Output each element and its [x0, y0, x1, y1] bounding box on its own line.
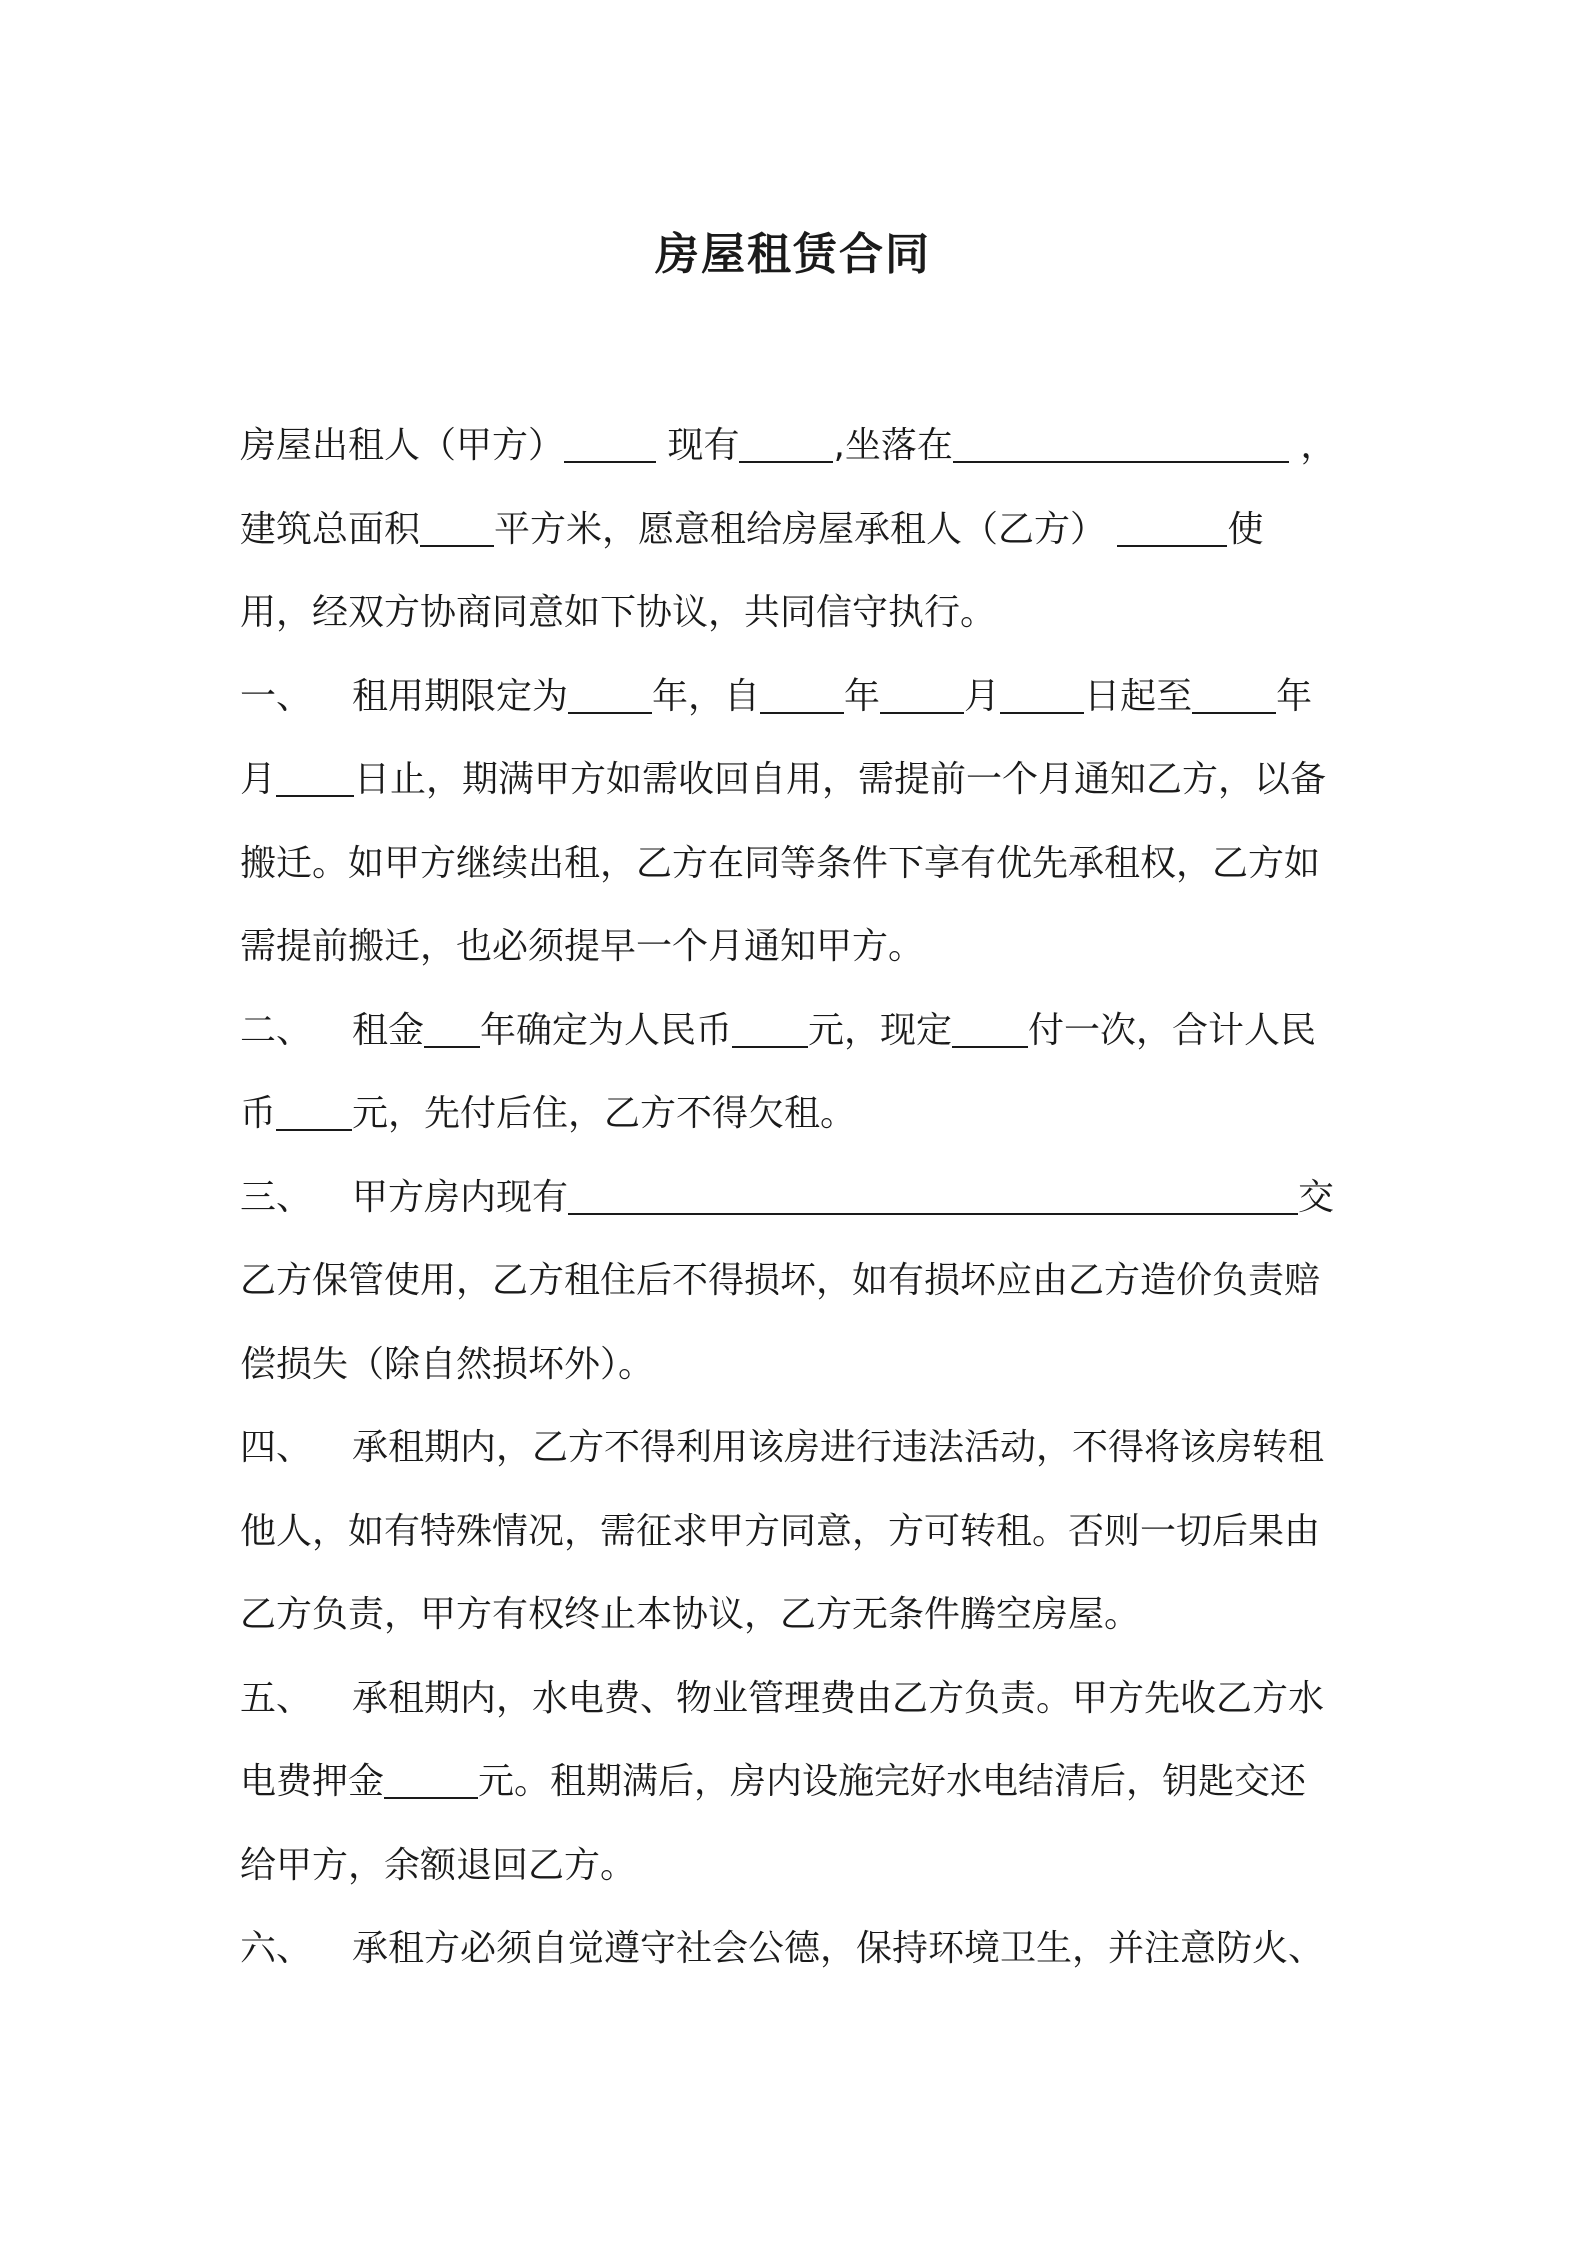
clause-2-line-2: [240, 1072, 1360, 1156]
clause-4-text-1: 承租期内，乙方不得利用该房进行违法活动，不得将该房转租: [352, 1427, 1325, 1468]
clause-5-text-2: 元。租期满后，房内设施完好水电结清后，钥匙交还: [478, 1761, 1307, 1802]
deposit-blank[interactable]: [384, 1757, 478, 1799]
lessor-label: 房屋出租人（甲方）: [240, 425, 565, 466]
clause-5-text-1: 承租期内，水电费、物业管理费由乙方负责。甲方先收乙方水: [352, 1677, 1325, 1719]
end-year-label: 年: [1276, 675, 1313, 717]
clause-6-text-1: 承租方必须自觉遵守社会公德，保持环境卫生，并注意防火、: [352, 1928, 1325, 1969]
lessee-name-blank[interactable]: [1117, 505, 1227, 547]
rent-year-blank[interactable]: [424, 1006, 480, 1048]
clause-3-number: 三、: [240, 1176, 313, 1218]
clause-1-line-3: 搬迁。如甲方继续出租，乙方在同等条件下享有优先承租权，乙方如: [240, 842, 1321, 884]
end-month-label: 月: [240, 759, 277, 800]
start-day-blank[interactable]: [1000, 672, 1084, 714]
until-label: 日起至: [1084, 675, 1193, 717]
clause-3-line-2: 乙方保管使用，乙方租住后不得损坏，如有损坏应由乙方造价负责赔: [240, 1260, 1321, 1301]
term-years-blank[interactable]: [568, 672, 652, 714]
furnishings-blank[interactable]: [568, 1173, 1298, 1215]
clause-5-line-3: 给甲方，余额退回乙方。: [240, 1844, 637, 1886]
property-blank[interactable]: [739, 421, 833, 463]
total-label: 付一次，合计人民: [1028, 1009, 1317, 1051]
furnishings-label: 甲方房内现有: [352, 1176, 569, 1218]
clause-6-number: 六、: [240, 1928, 313, 1969]
clause-2-number: 二、: [240, 1009, 313, 1051]
rent-amount-blank[interactable]: [732, 1006, 808, 1048]
start-month-blank[interactable]: [880, 672, 964, 714]
hand-over-label: 交: [1298, 1176, 1335, 1218]
clause-5-line-2: [240, 1740, 1360, 1824]
clause-4-number: 四、: [240, 1427, 313, 1468]
clause-1-line-4: 需提前搬迁，也必须提早一个月通知甲方。: [240, 926, 925, 967]
payment-period-blank[interactable]: [952, 1006, 1028, 1048]
month-label: 月: [964, 675, 1001, 717]
clause-3-line-1: [240, 1156, 1360, 1240]
clause-6-line-1: [240, 1907, 1360, 1991]
clause-3-line-3: 偿损失（除自然损坏外）。: [240, 1343, 655, 1385]
located-label: ,坐落在: [833, 425, 953, 466]
address-blank[interactable]: [953, 421, 1289, 463]
intro-line-1: [240, 404, 1360, 488]
clause-1-text-a: 日止，期满甲方如需收回自用，需提前一个月通知乙方，以备: [354, 759, 1327, 800]
clause-1-line-1: [240, 655, 1360, 739]
area-blank[interactable]: [420, 505, 494, 547]
clause-1-line-2: [240, 738, 1360, 822]
lessee-label: 平方米，愿意租给房屋承租人（乙方）: [494, 508, 1107, 550]
clause-5-line-1: [240, 1657, 1360, 1741]
currency-label: 币: [240, 1093, 277, 1134]
clause-2-text: 元，先付后住，乙方不得欠租。: [352, 1093, 857, 1134]
end-year-blank[interactable]: [1192, 672, 1276, 714]
deposit-label: 电费押金: [240, 1761, 385, 1802]
rent-amount-label: 年确定为人民币: [480, 1009, 733, 1051]
from-label: 年，自: [652, 675, 761, 717]
end-day-blank[interactable]: [276, 755, 354, 797]
payment-label: 元，现定: [808, 1009, 953, 1051]
clause-4-line-2: 他人，如有特殊情况，需征求甲方同意，方可转租。否则一切后果由: [240, 1510, 1321, 1552]
contract-body: [240, 404, 1360, 1991]
clause-4-line-1: [240, 1406, 1360, 1490]
lessor-name-blank[interactable]: [564, 421, 656, 463]
total-amount-blank[interactable]: [276, 1089, 352, 1131]
term-label: 租用期限定为: [352, 675, 569, 717]
rent-label: 租金: [352, 1009, 425, 1051]
comma-text: ，: [1300, 425, 1337, 466]
start-year-blank[interactable]: [760, 672, 844, 714]
intro-line-3: 用，经双方协商同意如下协议，共同信守执行。: [240, 592, 997, 633]
area-label: 建筑总面积: [240, 508, 421, 550]
clause-2-line-1: [240, 989, 1360, 1073]
use-label: 使: [1227, 508, 1264, 550]
document-title: 房屋租赁合同: [655, 229, 931, 280]
clause-4-line-3: 乙方负责，甲方有权终止本协议，乙方无条件腾空房屋。: [240, 1594, 1141, 1635]
intro-line-2: [240, 488, 1360, 572]
clause-1-number: 一、: [240, 675, 313, 717]
year-label: 年: [844, 675, 881, 717]
owns-label: 现有: [667, 425, 740, 466]
clause-5-number: 五、: [240, 1677, 313, 1719]
